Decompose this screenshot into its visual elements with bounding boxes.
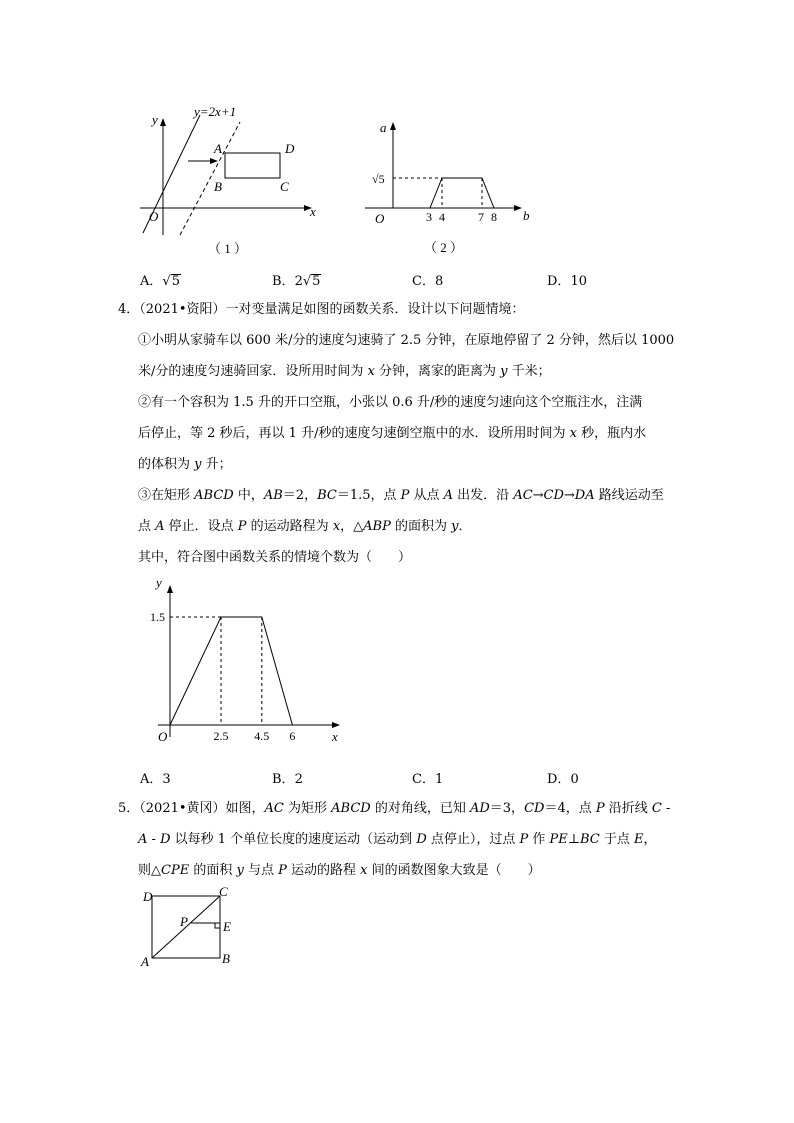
- q5-point-d: D: [143, 889, 153, 904]
- figure-2: [360, 110, 540, 260]
- fig1-y-label: y: [152, 112, 158, 127]
- q3-option-a[interactable]: A．√5: [140, 274, 180, 289]
- q5-point-c: C: [219, 885, 228, 899]
- q5-point-e: E: [223, 919, 231, 934]
- fig2-origin: O: [375, 211, 385, 226]
- q4-option-d[interactable]: D．0: [547, 772, 579, 787]
- q4-scenario1-line2: 米/分的速度匀速骑回家．设所用时间为 x 分钟，离家的距离为 y 千米；: [138, 364, 551, 379]
- fig1-point-d: D: [285, 141, 295, 156]
- fig1-origin: O: [149, 209, 159, 224]
- fig1-rectangle: [225, 153, 280, 178]
- q5-right-angle: [215, 923, 220, 928]
- fig2-x-label: b: [523, 208, 530, 223]
- fig2-x-arrow: [514, 205, 522, 211]
- q5-point-p: P: [180, 914, 188, 929]
- chart-y-label: y: [156, 575, 162, 590]
- q4-function-chart: [130, 575, 360, 750]
- fig2-tick-8: 8: [491, 210, 497, 224]
- chart-x-tick-2.5: 2.5: [213, 729, 229, 743]
- q5-point-b: B: [222, 951, 230, 966]
- q4-question: 其中，符合图中函数关系的情境个数为（ ）: [138, 550, 412, 565]
- chart-origin: O: [158, 729, 168, 744]
- fig2-y-arrow: [390, 122, 396, 130]
- fig1-x-label: x: [310, 204, 316, 219]
- q3-option-d[interactable]: D．10: [547, 274, 587, 289]
- fig2-caption: （ 2 ）: [424, 240, 464, 255]
- fig2-tick-4: 4: [439, 210, 445, 224]
- q5-line3: 则△CPE 的面积 y 与点 P 运动的路程 x 间的函数图象大致是（ ）: [138, 863, 541, 878]
- chart-series-line: [170, 617, 292, 725]
- q4-scenario2-line1: ②有一个容积为 1.5 升的开口空瓶，小张以 0.6 升/秒的速度匀速向这个空瓶注水，注满: [138, 395, 643, 410]
- q3-option-c[interactable]: C．8: [412, 274, 444, 289]
- q5-rectangle-figure: [135, 885, 245, 970]
- q4-scenario3-line1: ③在矩形 ABCD 中，AB＝2，BC＝1.5，点 P 从点 A 出发．沿 AC→CD→DA 路线运动至: [138, 488, 664, 503]
- chart-y-tick-1.5: 1.5: [150, 610, 165, 624]
- q4-option-a[interactable]: A．3: [140, 772, 171, 787]
- fig1-arrow-head: [210, 158, 218, 164]
- fig1-point-a: A: [214, 141, 222, 156]
- figure-1: [130, 100, 330, 260]
- chart-x-arrow: [332, 722, 340, 728]
- fig1-point-c: C: [280, 179, 289, 194]
- q4-option-b[interactable]: B．2: [272, 772, 303, 787]
- q4-heading: 4．（2021•资阳）一对变量满足如图的函数关系．设计以下问题情境：: [118, 302, 525, 317]
- fig1-caption: （ 1 ）: [208, 241, 248, 256]
- chart-x-tick-4.5: 4.5: [254, 729, 270, 743]
- chart-x-tick-6: 6: [289, 729, 296, 743]
- q4-option-c[interactable]: C．1: [412, 772, 444, 787]
- fig2-tick-3: 3: [426, 210, 432, 224]
- q4-scenario2-line3: 的体积为 y 升；: [138, 457, 232, 472]
- q4-scenario2-line2: 后停止，等 2 秒后，再以 1 升/秒的速度匀速倒空瓶中的水．设所用时间为 x 秒，瓶内水: [138, 426, 647, 441]
- fig2-graph: [430, 178, 494, 208]
- q5-line2: A - D 以每秒 1 个单位长度的速度运动（运动到 D 点停止），过点 P 作 PE⊥BC 于点 E，: [138, 832, 657, 847]
- fig2-y-label: a: [380, 120, 387, 135]
- q5-point-a: A: [141, 954, 149, 969]
- fig2-sqrt5: √5: [372, 172, 385, 186]
- chart-y-arrow: [167, 585, 173, 593]
- q3-option-b[interactable]: B．2√5: [272, 274, 321, 289]
- q4-scenario3-line2: 点 A 停止．设点 P 的运动路程为 x，△ABP 的面积为 y．: [138, 519, 472, 534]
- fig1-line-label: y=2x+1: [194, 104, 237, 119]
- chart-x-label: x: [332, 729, 338, 744]
- fig1-point-b: B: [214, 179, 222, 194]
- q5-line1: 5．（2021•黄冈）如图，AC 为矩形 ABCD 的对角线，已知 AD＝3，CD＝4，点 P 沿折线 C -: [118, 801, 671, 816]
- fig1-y-arrow: [160, 118, 166, 126]
- q4-scenario1-line1: ①小明从家骑车以 600 米/分的速度匀速骑了 2.5 分钟，在原地停留了 2 分钟，然后以 1000: [138, 333, 675, 348]
- fig2-tick-7: 7: [478, 210, 484, 224]
